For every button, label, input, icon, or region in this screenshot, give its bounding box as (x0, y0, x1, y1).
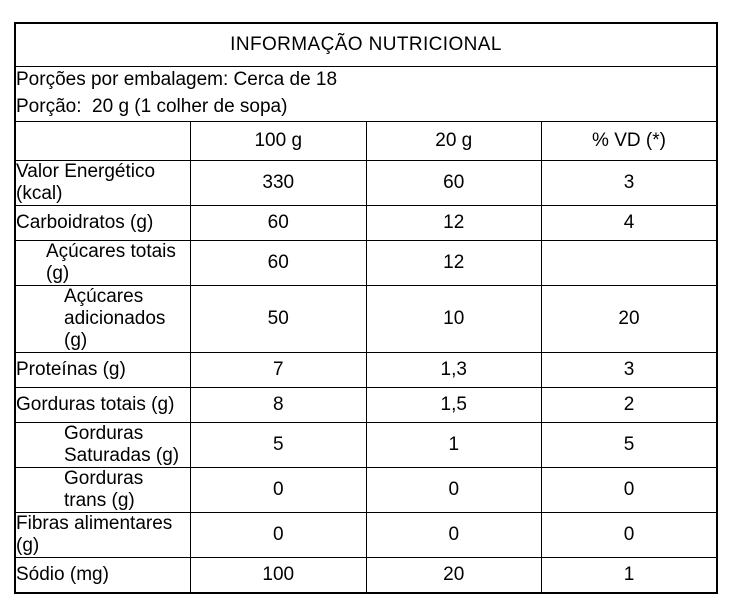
table-row (15, 467, 717, 512)
row-label: Sódio (mg) (15, 557, 191, 593)
row-value-vd: 0 (542, 467, 718, 512)
column-header-100g: 100 g (191, 121, 367, 160)
table-row (15, 285, 717, 352)
column-header-portion: 20 g (366, 121, 542, 160)
row-value-100g: 50 (191, 285, 367, 352)
row-value-vd: 4 (542, 205, 718, 240)
row-value-portion: 1,5 (366, 387, 542, 422)
row-value-portion: 60 (366, 160, 542, 205)
column-header-vd: % VD (*) (542, 121, 718, 160)
table-row (15, 557, 717, 593)
row-value-vd: 20 (542, 285, 718, 352)
row-label: Gorduras totais (g) (15, 387, 191, 422)
row-value-100g: 5 (191, 422, 367, 467)
row-value-100g: 330 (191, 160, 367, 205)
table-row (15, 422, 717, 467)
column-header-nutrient (15, 121, 191, 160)
row-value-portion: 12 (366, 240, 542, 285)
table-row (15, 387, 717, 422)
portions-per-package: Porções por embalagem: Cerca de 18 (16, 69, 338, 90)
row-label: Fibras alimentares (g) (15, 512, 191, 557)
row-value-portion: 12 (366, 205, 542, 240)
column-header-row (15, 121, 717, 160)
row-value-100g: 60 (191, 240, 367, 285)
row-value-100g: 8 (191, 387, 367, 422)
row-value-portion: 1 (366, 422, 542, 467)
row-value-100g: 0 (191, 512, 367, 557)
row-value-vd: 3 (542, 160, 718, 205)
table-row (15, 205, 717, 240)
table-row (15, 240, 717, 285)
table-row (15, 352, 717, 387)
row-value-portion: 0 (366, 512, 542, 557)
row-label: Carboidratos (g) (15, 205, 191, 240)
row-value-100g: 100 (191, 557, 367, 593)
title-row (15, 23, 717, 67)
table-row (15, 160, 717, 205)
row-value-portion: 0 (366, 467, 542, 512)
row-value-100g: 7 (191, 352, 367, 387)
nutrition-facts-table (14, 22, 718, 594)
row-value-portion: 20 (366, 557, 542, 593)
row-label: Proteínas (g) (15, 352, 191, 387)
row-label: Açúcares totais (g) (15, 240, 191, 285)
row-value-vd: 0 (542, 512, 718, 557)
nutrition-title: INFORMAÇÃO NUTRICIONAL (15, 23, 717, 67)
row-value-100g: 60 (191, 205, 367, 240)
row-label: Gorduras trans (g) (15, 467, 191, 512)
portion-info (15, 67, 717, 122)
table-row (15, 512, 717, 557)
row-value-vd (542, 240, 718, 285)
row-value-100g: 0 (191, 467, 367, 512)
row-value-portion: 1,3 (366, 352, 542, 387)
row-value-vd: 2 (542, 387, 718, 422)
row-label: Açúcares adicionados (g) (15, 285, 191, 352)
portion-size: Porção: 20 g (1 colher de sopa) (16, 95, 288, 117)
row-value-portion: 10 (366, 285, 542, 352)
nutrition-table-body (15, 23, 717, 593)
row-label: Valor Energético (kcal) (15, 160, 191, 205)
row-value-vd: 1 (542, 557, 718, 593)
row-value-vd: 3 (542, 352, 718, 387)
row-label: Gorduras Saturadas (g) (15, 422, 191, 467)
portion-row (15, 67, 717, 122)
row-value-vd: 5 (542, 422, 718, 467)
